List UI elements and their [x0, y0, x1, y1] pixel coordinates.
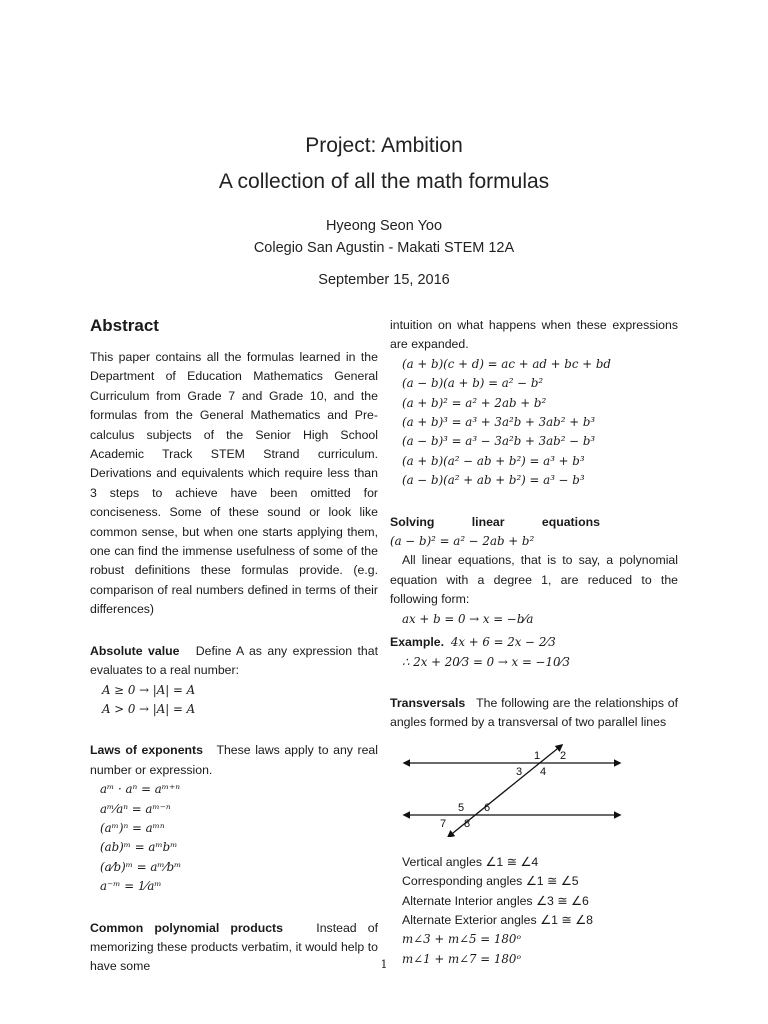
- formula: aᵐ · aⁿ = aᵐ⁺ⁿ: [100, 782, 180, 797]
- angle-label-3: 3: [516, 765, 523, 778]
- formula: ax + b = 0 → x = −b⁄a: [402, 611, 534, 626]
- polynomial-text: Instead of memorizing these products verbatim, it would help to have some: [90, 920, 378, 974]
- transversals-heading: Transversals: [390, 695, 466, 710]
- transversals-paragraph: [390, 694, 678, 733]
- relation-line: Corresponding angles ∠1 ≅ ∠5: [402, 874, 579, 889]
- page-number: 1: [380, 958, 388, 971]
- example-result: ∴ 2x + 20⁄3 = 0 → x = −10⁄3: [402, 654, 570, 669]
- formula: (a − b)(a + b) = a² − b²: [402, 376, 544, 391]
- transversal-diagram: [402, 743, 622, 837]
- formula: (a + b)(a² − ab + b²) = a³ + b³: [402, 453, 585, 468]
- formula: (aᵐ)ⁿ = aᵐⁿ: [100, 820, 165, 835]
- example-formula: 4x + 6 = 2x − 2⁄3: [450, 635, 556, 650]
- linear-heading-formula: (a − b)² = a² − 2ab + b²: [390, 534, 535, 549]
- angle-label-4: 4: [540, 765, 547, 778]
- angle-label-1: 1: [534, 749, 541, 762]
- formula: A > 0 → |A| = A: [102, 701, 196, 716]
- relation-line: m∠1 + m∠7 = 180ᵒ: [402, 951, 521, 966]
- relation-line: Vertical angles ∠1 ≅ ∠4: [402, 854, 539, 869]
- angle-label-2: 2: [560, 749, 567, 762]
- relation-line: m∠3 + m∠5 = 180ᵒ: [402, 932, 521, 947]
- exponents-heading: Laws of exponents: [90, 743, 203, 758]
- abstract-text: This paper contains all the formulas learned in the Department of Education Mathematics General Curriculum from Grade 7 and Grade 10, and the formulas from the General Mathematics and Pre-calculus subjects of the Senior High School Academic Track STEM Strand curriculum. Derivations and equivalents which require less than 3 steps to achieve have been omitted for conciseness. Some of these sound or look like common sense, but when one starts applying them, one can find the immense usefulness of some of the robust definitions these formulas provide. (e.g. comparison of real numbers defined in terms of their differences): [90, 350, 378, 617]
- paper-title: Project: Ambition: [305, 134, 463, 157]
- angle-label-7: 7: [440, 817, 447, 830]
- angle-label-5: 5: [458, 801, 465, 814]
- formula: (a + b)³ = a³ + 3a²b + 3ab² + b³: [402, 415, 596, 430]
- formula: aᵐ⁄aⁿ = aᵐ⁻ⁿ: [100, 801, 171, 816]
- exponents-text: These laws apply to any real number or expression.: [90, 743, 379, 777]
- formula: (a⁄b)ᵐ = aᵐ⁄bᵐ: [100, 859, 182, 874]
- formula: (a + b)² = a² + 2ab + b²: [402, 395, 547, 410]
- formula: (a + b)(c + d) = ac + ad + bc + bd: [402, 356, 611, 371]
- right-column: [390, 316, 678, 969]
- author: Hyeong Seon Yoo: [325, 218, 443, 234]
- left-column: [90, 316, 378, 977]
- example-label: Example.: [390, 635, 444, 650]
- angle-label-8: 8: [464, 817, 471, 830]
- exponents-paragraph: [90, 741, 378, 780]
- paper-subtitle: A collection of all the math formulas: [218, 170, 550, 193]
- affiliation: Colegio San Agustin - Makati STEM 12A: [253, 240, 515, 256]
- polynomial-heading: Common polynomial products: [90, 920, 283, 935]
- relation-line: Alternate Exterior angles ∠1 ≅ ∠8: [402, 912, 593, 927]
- linear-text: All linear equations, that is to say, a polynomial equation with a degree 1, are reduced to the following form:: [390, 553, 678, 607]
- linear-heading: Solving linear equations: [390, 514, 600, 529]
- formula: (ab)ᵐ = aᵐbᵐ: [100, 840, 178, 855]
- transversal-svg: [402, 743, 622, 837]
- abstract-heading: Abstract: [90, 316, 159, 335]
- absolute-value-paragraph: [90, 642, 378, 681]
- polynomial-text-continued: intuition on what happens when these expressions are expanded.: [390, 318, 678, 352]
- absolute-value-text: Define A as any expression that evaluates to a real number:: [90, 643, 379, 678]
- relation-line: Alternate Interior angles ∠3 ≅ ∠6: [402, 893, 589, 908]
- formula: (a − b)(a² + ab + b²) = a³ − b³: [402, 473, 585, 488]
- formula: (a − b)³ = a³ − 3a²b + 3ab² − b³: [402, 434, 596, 449]
- formula: A ≥ 0 → |A| = A: [102, 682, 196, 697]
- date: September 15, 2016: [318, 272, 450, 288]
- angle-label-6: 6: [484, 801, 491, 814]
- absolute-value-heading: Absolute value: [90, 643, 180, 658]
- example-line: [390, 633, 678, 652]
- transversals-text: The following are the relationships of angles formed by a transversal of two parallel lines: [390, 695, 678, 730]
- linear-heading-line: [390, 513, 678, 552]
- formula: a⁻ᵐ = 1⁄aᵐ: [100, 879, 162, 894]
